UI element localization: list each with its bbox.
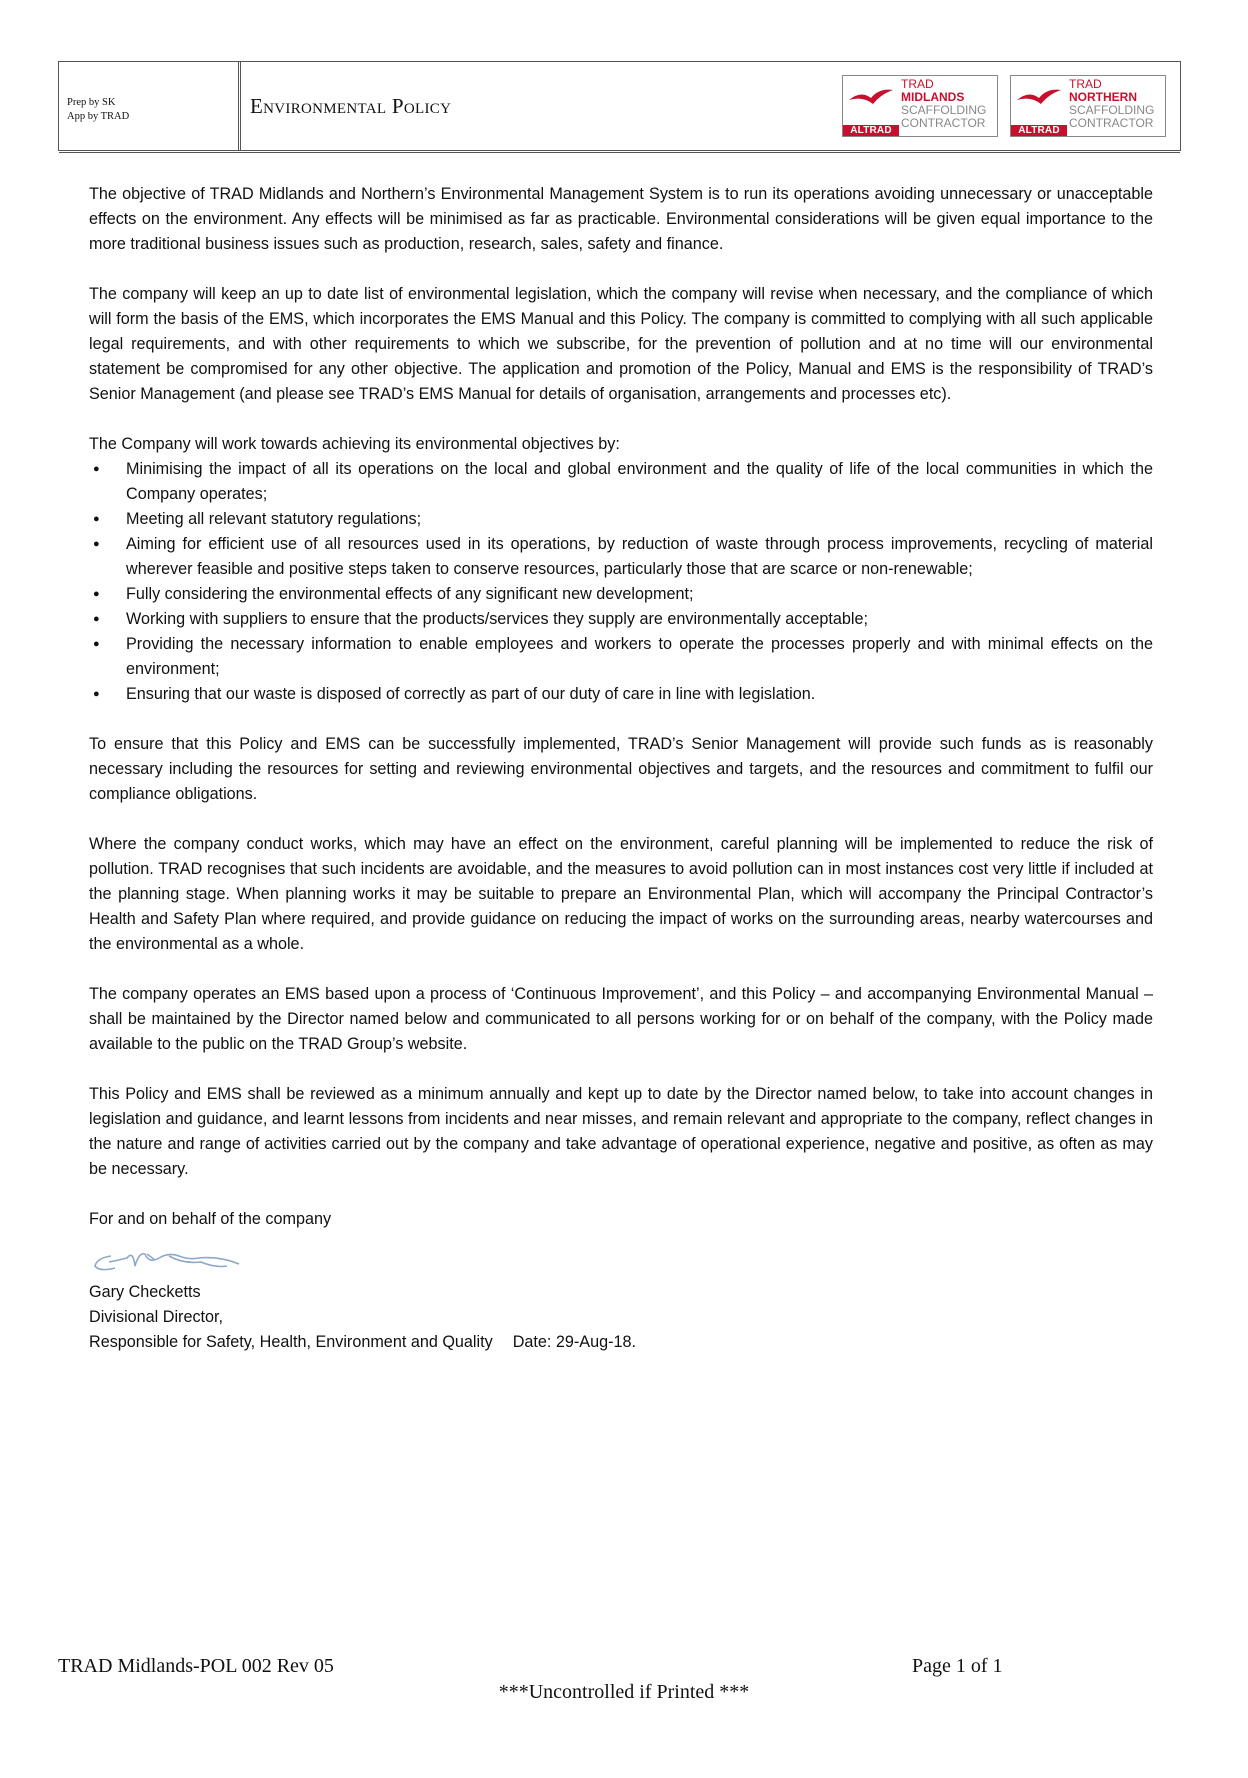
bird-icon — [843, 76, 899, 125]
prepared-approved-box — [59, 62, 239, 150]
list-item: ● Working with suppliers to ensure that the products/services they supply are environmentally acceptable; — [89, 607, 1153, 632]
uncontrolled-notice: ***Uncontrolled if Printed *** — [498, 1681, 750, 1703]
list-item: ● Aiming for efficient use of all resources used in its operations, by reduction of waste through process improvements, recycling of material wherever feasible and positive steps taken to conserve resources, particularly those that are scarce or non-renewable; — [89, 532, 1153, 582]
paragraph-resources: To ensure that this Policy and EMS can be successfully implemented, TRAD’s Senior Management will provide such funds as is reasonably necessary including the resources for setting and reviewing environmental objectives and targets, and the resources and commitment to fulfil our compliance obligations. — [89, 735, 1153, 803]
sign-off: For and on behalf of the company — [89, 1210, 332, 1228]
document-reference: TRAD Midlands-POL 002 Rev 05 — [58, 1655, 334, 1677]
trad-midlands-logo: ALTRAD TRAD MIDLANDS SCAFFOLDING CONTRACTOR — [842, 75, 998, 137]
objectives-list — [89, 457, 1153, 707]
trad-northern-logo: ALTRAD TRAD NORTHERN SCAFFOLDING CONTRACTOR — [1010, 75, 1166, 137]
handwritten-signature — [89, 1234, 1153, 1276]
list-item: ● Fully considering the environmental effects of any significant new development; — [89, 582, 1153, 607]
prepared-by: Prep by SK — [67, 97, 116, 108]
document-header — [58, 61, 1181, 151]
list-item: ● Ensuring that our waste is disposed of correctly as part of our duty of care in line with legislation. — [89, 682, 1153, 707]
page-number: Page 1 of 1 — [912, 1655, 1003, 1677]
list-item: ● Meeting all relevant statutory regulations; — [89, 507, 1153, 532]
logo-group — [842, 62, 1180, 150]
altrad-brand: ALTRAD — [843, 125, 899, 136]
bird-icon — [1011, 76, 1067, 125]
document-title: Environmental Policy — [240, 62, 842, 150]
policy-body — [89, 182, 1153, 1355]
paragraph-objective: The objective of TRAD Midlands and Northern’s Environmental Management System is to run its operations avoiding unnecessary or unacceptable effects on the environment. Any effects will be minimised as far as practicable. Environmental considerations will be given equal importance to the more traditional business issues such as production, research, sales, safety and finance. — [89, 185, 1153, 253]
signatory-responsibility-line: Responsible for Safety, Health, Environment and Quality Date: 29-Aug-18. — [89, 1333, 636, 1351]
paragraph-review: This Policy and EMS shall be reviewed as a minimum annually and kept up to date by the Director named below, to take into account changes in legislation and guidance, and learnt lessons from incidents and near misses, and remain relevant and appropriate to the company, reflect changes in the nature and range of activities carried out by the company and take advantage of operational experience, negative and positive, as often as may be necessary. — [89, 1085, 1153, 1178]
approved-by: App by TRAD — [67, 111, 130, 122]
list-item: ● Providing the necessary information to enable employees and workers to operate the processes properly and with minimal effects on the environment; — [89, 632, 1153, 682]
signatory-role: Divisional Director, — [89, 1308, 224, 1326]
list-item: ● Minimising the impact of all its operations on the local and global environment and the quality of life of the local communities in which the Company operates; — [89, 457, 1153, 507]
altrad-brand: ALTRAD — [1011, 125, 1067, 136]
paragraph-planning: Where the company conduct works, which may have an effect on the environment, careful planning will be implemented to reduce the risk of pollution. TRAD recognises that such incidents are avoidable, and the measures to avoid pollution can in most instances cost very little if included at the planning stage. When planning works it may be suitable to prepare an Environmental Plan, which will accompany the Principal Contractor’s Health and Safety Plan where required, and provide guidance on reducing the impact of works on the surrounding areas, nearby watercourses and the environmental as a whole. — [89, 835, 1153, 953]
signatory-name: Gary Checketts — [89, 1283, 201, 1301]
policy-date: Date: 29-Aug-18. — [512, 1333, 636, 1351]
paragraph-continuous-improvement: The company operates an EMS based upon a process of ‘Continuous Improvement’, and this Policy – and accompanying Environmental Manual – shall be maintained by the Director named below and communicated to all persons working for or on behalf of the company, with the Policy made available to the public on the TRAD Group’s website. — [89, 985, 1153, 1053]
list-intro: The Company will work towards achieving its environmental objectives by: — [89, 435, 620, 453]
paragraph-legislation: The company will keep an up to date list of environmental legislation, which the company will revise when necessary, and the compliance of which will form the basis of the EMS, which incorporates the EMS Manual and this Policy. The company is committed to complying with all such applicable legal requirements, and with other requirements to which we subscribe, for the prevention of pollution and at no time will our environmental statement be compromised for any other objective. The application and promotion of the Policy, Manual and EMS is the responsibility of TRAD’s Senior Management (and please see TRAD’s EMS Manual for details of organisation, arrangements and processes etc). — [89, 285, 1153, 403]
